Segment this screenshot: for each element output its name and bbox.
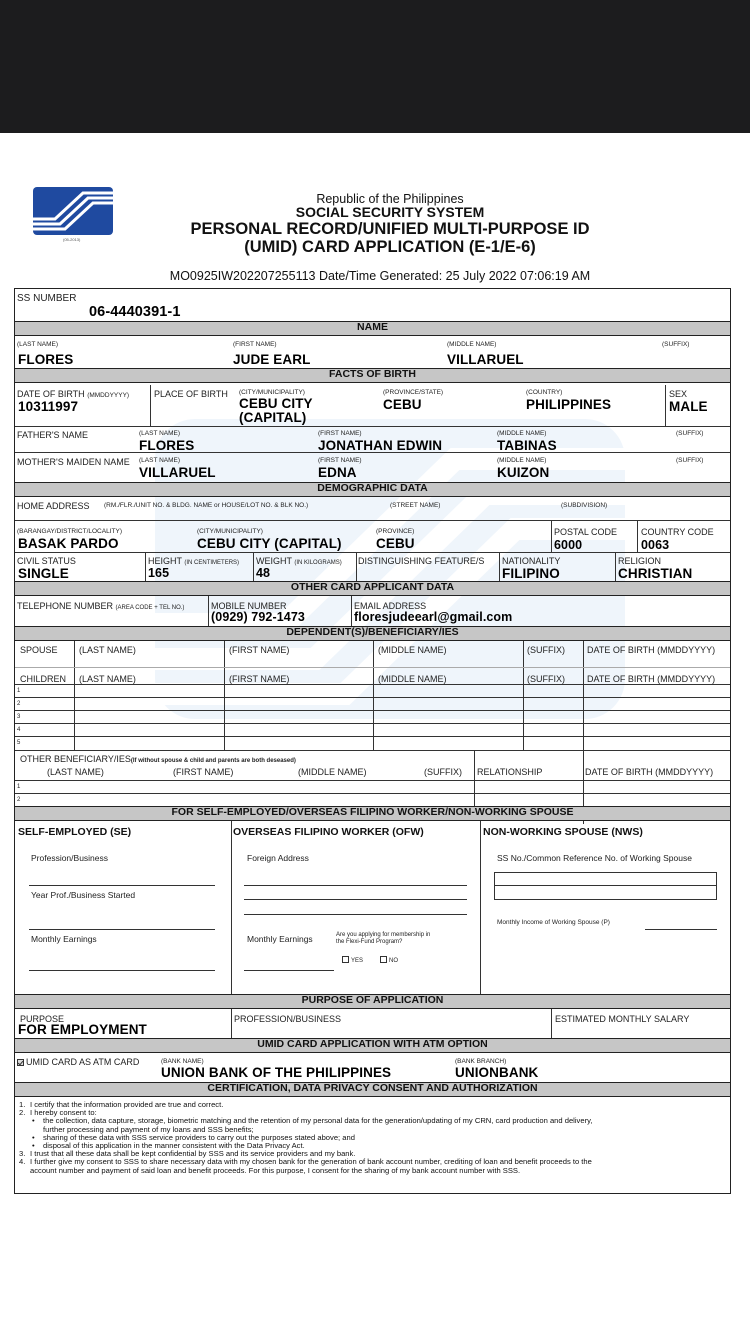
ofw-earnings-label: Monthly Earnings — [247, 934, 313, 944]
section-atm-option: UMID CARD APPLICATION WITH ATM OPTION — [15, 1038, 730, 1053]
section-purpose: PURPOSE OF APPLICATION — [15, 994, 730, 1009]
umid-application-form — [14, 288, 731, 1194]
mother-middle-value: KUIZON — [497, 465, 550, 480]
viewer-top-bar — [0, 0, 750, 133]
child-row-5: 5 — [17, 740, 21, 746]
mother-last-value: VILLARUEL — [139, 465, 216, 480]
father-middle-value: TABINAS — [497, 438, 557, 453]
section-se-ofw-nws: FOR SELF-EMPLOYED/OVERSEAS FILIPINO WORKER/NON-WORKING SPOUSE — [15, 806, 730, 821]
header-republic: Republic of the Philippines — [316, 192, 464, 206]
nationality-label: NATIONALITY — [502, 556, 561, 566]
last-name-value: FLORES — [18, 352, 74, 367]
ss-number-label: SS NUMBER — [17, 293, 77, 304]
nationality-value: FILIPINO — [502, 566, 560, 581]
umid-atm-option[interactable]: UMID CARD AS ATM CARD — [17, 1057, 139, 1067]
father-first-value: JONATHAN EDWIN — [318, 438, 443, 453]
child-row-2: 2 — [17, 701, 21, 707]
mother-middle-label: (MIDDLE NAME) — [497, 457, 547, 464]
suffix-label: (SUFFIX) — [662, 341, 690, 348]
se-earnings-field[interactable] — [29, 970, 215, 971]
children-col-suffix: (SUFFIX) — [527, 674, 565, 684]
father-last-value: FLORES — [139, 438, 195, 453]
last-name-label: (LAST NAME) — [17, 341, 59, 348]
estimated-salary-label: ESTIMATED MONTHLY SALARY — [555, 1014, 690, 1024]
children-col-dob: DATE OF BIRTH (MMDDYYYY) — [587, 674, 716, 684]
child-row-1: 1 — [17, 688, 21, 694]
child-row-3: 3 — [17, 714, 21, 720]
pob-city-value: CEBU CITY (CAPITAL) — [239, 396, 313, 425]
section-other-card-data: OTHER CARD APPLICANT DATA — [15, 581, 730, 596]
ofw-address-line-1[interactable] — [244, 885, 467, 886]
telephone-hint: (AREA CODE + TEL NO.) — [115, 605, 185, 611]
flexi-no-option[interactable]: NO — [380, 956, 398, 964]
se-profession-field[interactable] — [29, 885, 215, 886]
mobile-value: (0929) 792-1473 — [211, 610, 305, 624]
bank-branch-label: (BANK BRANCH) — [455, 1058, 507, 1065]
height-value: 165 — [148, 566, 170, 580]
other-row-2: 2 — [17, 797, 21, 803]
nws-ssno-field[interactable] — [494, 872, 717, 900]
mother-first-value: EDNA — [318, 465, 357, 480]
ofw-address-label: Foreign Address — [247, 853, 309, 863]
address-subdivision-label: (SUBDIVISION) — [561, 502, 608, 509]
weight-label: WEIGHT — [256, 556, 292, 566]
pob-country-label: (COUNTRY) — [526, 389, 563, 396]
address-unit-label: (RM./FLR./UNIT NO. & BLDG. NAME or HOUSE/LOT NO. & BLK NO.) — [104, 502, 309, 509]
mother-last-label: (LAST NAME) — [139, 457, 181, 464]
section-dependents: DEPENDENT(S)/BENEFICIARY/IES — [15, 626, 730, 641]
first-name-value: JUDE EARL — [233, 352, 311, 367]
flexi-yes-checkbox[interactable] — [342, 956, 349, 963]
bank-name-value: UNION BANK OF THE PHILIPPINES — [161, 1065, 392, 1080]
pob-city-label: (CITY/MUNICIPALITY) — [239, 389, 305, 396]
logo-caption: (05-2013) — [63, 237, 81, 242]
children-label: CHILDREN — [20, 674, 67, 684]
nws-title: NON-WORKING SPOUSE (NWS) — [483, 826, 643, 838]
city-label: (CITY/MUNICIPALITY) — [197, 528, 263, 535]
home-address-label: HOME ADDRESS — [17, 501, 90, 511]
address-street-label: (STREET NAME) — [390, 502, 441, 509]
other-col-dob: DATE OF BIRTH (MMDDYYYY) — [585, 767, 714, 777]
se-title: SELF-EMPLOYED (SE) — [18, 826, 132, 838]
sex-value: MALE — [669, 399, 708, 414]
se-year-field[interactable] — [29, 929, 215, 930]
country-code-label: COUNTRY CODE — [641, 527, 714, 537]
religion-label: RELIGION — [618, 556, 662, 566]
province-value: CEBU — [376, 536, 415, 551]
province-label: (PROVINCE) — [376, 528, 415, 535]
barangay-value: BASAK PARDO — [18, 536, 119, 551]
ofw-address-line-3[interactable] — [244, 914, 467, 915]
dob-format: (MMDDYYYY) — [87, 392, 130, 399]
civil-status-value: SINGLE — [18, 566, 69, 581]
ss-number-value: 06-4440391-1 — [89, 304, 181, 320]
country-code-value: 0063 — [641, 538, 670, 552]
header-agency: SOCIAL SECURITY SYSTEM — [295, 204, 485, 220]
nws-ssno-label: SS No./Common Reference No. of Working Spouse — [497, 853, 692, 863]
purpose-value: FOR EMPLOYMENT — [18, 1022, 147, 1037]
weight-value: 48 — [256, 566, 271, 580]
other-beneficiary-note: (If without spouse & child and parents are both deseased) — [130, 758, 296, 764]
spouse-col-dob: DATE OF BIRTH (MMDDYYYY) — [587, 645, 716, 655]
section-facts-of-birth: FACTS OF BIRTH — [15, 368, 730, 383]
middle-name-value: VILLARUEL — [447, 352, 524, 367]
height-unit: (IN CENTIMETERS) — [184, 560, 240, 566]
spouse-col-first: (FIRST NAME) — [229, 645, 290, 655]
other-beneficiary-label: OTHER BENEFICIARY/IES — [20, 754, 131, 764]
bank-branch-value: UNIONBANK — [455, 1065, 539, 1080]
flexi-fund-question: Are you applying for membership in the Flexi-Fund Program? — [336, 932, 431, 945]
flexi-no-checkbox[interactable] — [380, 956, 387, 963]
dob-label: DATE OF BIRTH — [17, 389, 85, 399]
form-title: PERSONAL RECORD/UNIFIED MULTI-PURPOSE ID — [190, 220, 590, 238]
middle-name-label: (MIDDLE NAME) — [447, 341, 497, 348]
spouse-col-last: (LAST NAME) — [79, 645, 136, 655]
postal-code-label: POSTAL CODE — [554, 527, 618, 537]
spouse-col-middle: (MIDDLE NAME) — [378, 645, 447, 655]
other-col-first: (FIRST NAME) — [173, 767, 234, 777]
telephone-label: TELEPHONE NUMBER — [17, 601, 114, 611]
first-name-label: (FIRST NAME) — [233, 341, 277, 348]
ofw-title: OVERSEAS FILIPINO WORKER (OFW) — [233, 826, 424, 838]
section-name: NAME — [15, 321, 730, 336]
other-col-suffix: (SUFFIX) — [424, 767, 462, 777]
se-earnings-label: Monthly Earnings — [31, 934, 97, 944]
civil-status-label: CIVIL STATUS — [17, 556, 76, 566]
bank-name-label: (BANK NAME) — [161, 1058, 204, 1065]
mother-name-label: MOTHER'S MAIDEN NAME — [17, 457, 130, 467]
email-label: EMAIL ADDRESS — [354, 601, 427, 611]
sex-label: SEX — [669, 389, 688, 399]
child-row-4: 4 — [17, 727, 21, 733]
other-col-relationship: RELATIONSHIP — [477, 767, 543, 777]
pob-country-value: PHILIPPINES — [526, 397, 612, 412]
flexi-yes-option[interactable]: YES — [342, 956, 363, 964]
weight-unit: (IN KILOGRAMS) — [294, 560, 342, 566]
children-col-last: (LAST NAME) — [79, 674, 136, 684]
children-col-middle: (MIDDLE NAME) — [378, 674, 447, 684]
ofw-earnings-field[interactable] — [244, 970, 334, 971]
father-first-label: (FIRST NAME) — [318, 430, 362, 437]
spouse-label: SPOUSE — [20, 645, 58, 655]
other-col-middle: (MIDDLE NAME) — [298, 767, 367, 777]
se-profession-label: Profession/Business — [31, 853, 109, 863]
profession-label: PROFESSION/BUSINESS — [234, 1014, 342, 1024]
father-middle-label: (MIDDLE NAME) — [497, 430, 547, 437]
father-name-label: FATHER'S NAME — [17, 430, 89, 440]
email-value: floresjudeearl@gmail.com — [354, 610, 513, 624]
father-last-label: (LAST NAME) — [139, 430, 181, 437]
nws-income-field[interactable] — [645, 929, 717, 930]
nws-income-label: Monthly Income of Working Spouse (P) — [497, 919, 610, 926]
section-certification: CERTIFICATION, DATA PRIVACY CONSENT AND AUTHORIZATION — [15, 1082, 730, 1097]
certification-text: 1. I certify that the information provided are true and correct. 2. I hereby consent to: • the collection, data capture, storage, biometric matching and the retention of my personal data for the generation/updating of my CRN, card production and delivery, further processing and payment of my loans and SSS benefits; • sharing of these data with SSS service providers to carry out the purposes stated above; and • disposal of this application in the manner consistent with the Data Privacy Act. 3. I trust that all these data shall be kept confidential by SSS and its service providers and my bank. 4. I further give my consent to SSS to share necessary data with my chosen bank for the generation of bank account number, crediting of loan and benefit proceeds to the account number and payment of said loan and benefit proceeds. For this purpose, I consent for the sharing of my bank account number with SSS. — [19, 1100, 593, 1175]
city-value: CEBU CITY (CAPITAL) — [197, 536, 342, 551]
pob-label: PLACE OF BIRTH — [154, 389, 228, 399]
barangay-label: (BARANGAY/DISTRICT/LOCALITY) — [17, 528, 122, 535]
se-year-label: Year Prof./Business Started — [31, 890, 136, 900]
spouse-col-suffix: (SUFFIX) — [527, 645, 565, 655]
religion-value: CHRISTIAN — [618, 566, 693, 581]
father-suffix-label: (SUFFIX) — [676, 430, 704, 437]
other-row-1: 1 — [17, 784, 21, 790]
features-label: DISTINGUISHING FEATURE/S — [358, 556, 485, 566]
dob-value: 10311997 — [18, 399, 79, 414]
ofw-address-line-2[interactable] — [244, 899, 467, 900]
purpose-label: PURPOSE — [20, 1014, 65, 1024]
mother-suffix-label: (SUFFIX) — [676, 457, 704, 464]
postal-code-value: 6000 — [554, 538, 583, 552]
pob-province-label: (PROVINCE/STATE) — [383, 389, 444, 396]
height-label: HEIGHT — [148, 556, 182, 566]
other-col-last: (LAST NAME) — [47, 767, 104, 777]
mother-first-label: (FIRST NAME) — [318, 457, 362, 464]
children-col-first: (FIRST NAME) — [229, 674, 290, 684]
umid-atm-checkbox[interactable] — [17, 1059, 24, 1066]
pob-province-value: CEBU — [383, 397, 422, 412]
form-subtitle: (UMID) CARD APPLICATION (E-1/E-6) — [244, 238, 536, 256]
mobile-label: MOBILE NUMBER — [211, 601, 287, 611]
generated-line: MO0925IW202207255113 Date/Time Generated: 25 July 2022 07:06:19 AM — [169, 269, 591, 283]
section-demographic: DEMOGRAPHIC DATA — [15, 482, 730, 497]
